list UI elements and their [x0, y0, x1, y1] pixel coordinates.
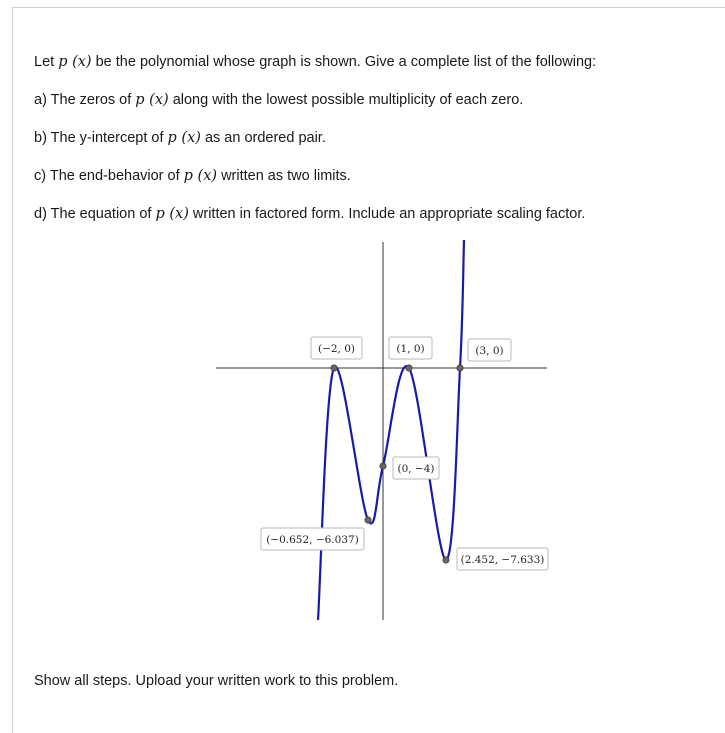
point-marker: [331, 365, 337, 371]
function-name: p (x): [58, 54, 92, 70]
intro-text-post: be the polynomial whose graph is shown. Give a complete list of the following:: [91, 54, 597, 70]
footer-instructions: Show all steps. Upload your written work to this problem.: [34, 673, 399, 689]
question-a-post: along with the lowest possible multiplicity of each zero.: [168, 92, 524, 108]
point-marker: [365, 517, 371, 523]
polynomial-curve: [318, 240, 464, 620]
question-d-pre: d) The equation of: [34, 206, 156, 222]
intro-text-pre: Let: [34, 54, 59, 70]
question-b-post: as an ordered pair.: [200, 130, 326, 146]
function-name: p (x): [155, 206, 189, 222]
point-marker: [457, 365, 463, 371]
question-c-pre: c) The end-behavior of: [34, 168, 184, 184]
function-name: p (x): [135, 92, 169, 108]
point-marker: [443, 557, 449, 563]
function-name: p (x): [183, 168, 218, 184]
point-label: (1, 0): [396, 343, 425, 355]
point-label: (2.452, −7.633): [460, 554, 545, 566]
point-label: (0, −4): [397, 463, 435, 475]
question-d-post: written in factored form. Include an appropriate scaling factor.: [188, 206, 586, 222]
question-a-pre: a) The zeros of: [34, 92, 136, 108]
function-name: p (x): [167, 130, 201, 146]
question-b-pre: b) The y-intercept of: [34, 130, 168, 146]
point-label: (−2, 0): [317, 343, 356, 355]
point-label: (−0.652, −6.037): [266, 534, 359, 546]
point-marker: [406, 365, 412, 371]
point-label: (3, 0): [475, 345, 504, 357]
question-c-post: written as two limits.: [217, 168, 351, 184]
point-marker: [380, 463, 386, 469]
